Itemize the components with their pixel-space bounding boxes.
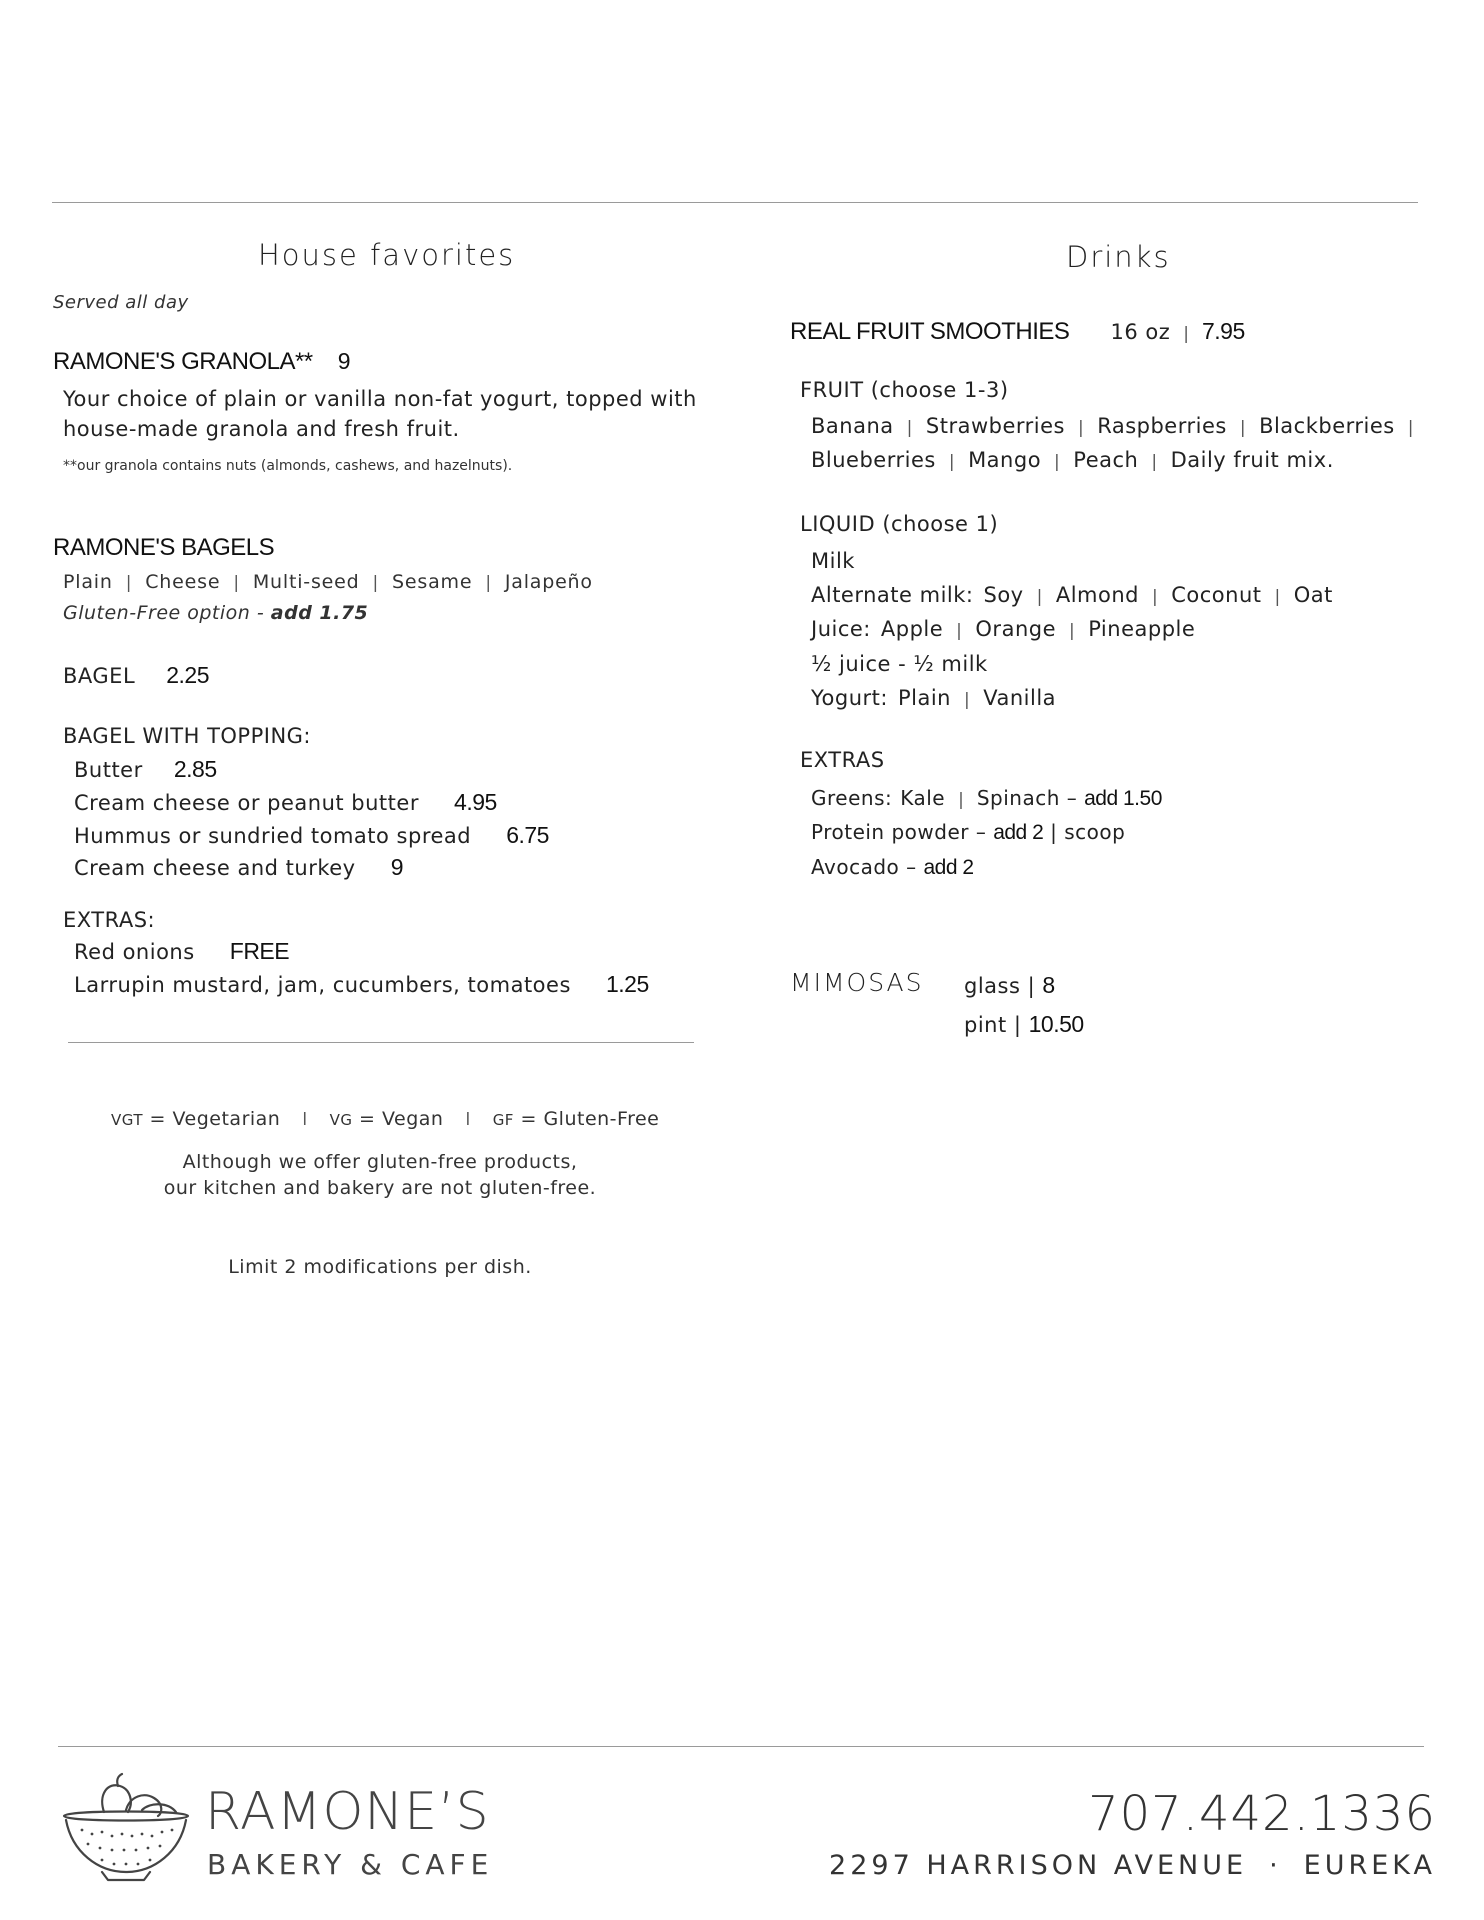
gluten-free-add: add 1.75: [270, 602, 369, 624]
protein-unit: | scoop: [1043, 820, 1126, 844]
legend-vgt-text: = Vegetarian: [143, 1108, 281, 1130]
mimosas-glass: [964, 972, 1055, 999]
bagel-extra-row: [74, 938, 289, 965]
juice-option: Orange: [975, 617, 1056, 641]
fruit-option: Strawberries: [925, 414, 1065, 438]
alt-milk-option: Soy: [983, 583, 1024, 607]
avocado-add-price: add 2: [923, 856, 974, 879]
left-section-divider: [68, 1042, 694, 1043]
bagel-label: BAGEL: [63, 664, 136, 688]
drink-extras-protein: [811, 820, 1125, 845]
smoothies-size: 16 oz: [1110, 320, 1171, 344]
mimosas-pint-label: pint |: [964, 1013, 1029, 1037]
fruit-option: Raspberries: [1097, 414, 1227, 438]
mimosas-glass-price: 8: [1042, 972, 1055, 998]
greens-kale: Kale: [900, 786, 946, 810]
topping-row: [74, 822, 549, 849]
juice-option: Apple: [880, 617, 944, 641]
mimosas-glass-label: glass |: [964, 974, 1043, 998]
topping-price: 9: [390, 854, 403, 880]
bagel-extra-name: Larrupin mustard, jam, cucumbers, tomatoes: [74, 973, 571, 997]
fruit-option: Daily fruit mix.: [1170, 448, 1334, 472]
address-line: [829, 1850, 1436, 1881]
bagel-type: Jalapeño: [504, 571, 593, 593]
gluten-free-label: Gluten-Free option -: [63, 602, 271, 624]
alt-milk-option: Oat: [1293, 583, 1333, 607]
topping-price: 2.85: [173, 756, 217, 782]
alt-milk-option: Coconut: [1171, 583, 1262, 607]
legend-vg-text: = Vegan: [352, 1108, 444, 1130]
liquid-header: LIQUID (choose 1): [800, 512, 999, 536]
topping-row: [74, 854, 403, 881]
bagel-types: Plain | Cheese | Multi-seed | Sesame | Jalapeño: [63, 571, 593, 593]
gluten-free-option: [63, 602, 368, 624]
greens-label: Greens:: [811, 786, 893, 810]
smoothies-name: REAL FRUIT SMOOTHIES: [790, 318, 1070, 345]
fruit-line-1: Banana | Strawberries | Raspberries | Blackberries |: [811, 414, 1414, 438]
liquid-yogurt: Yogurt: Plain | Vanilla: [811, 686, 1057, 710]
bagel-extras-header: EXTRAS:: [63, 908, 156, 932]
liquid-juice: Juice: Apple | Orange | Pineapple: [811, 617, 1196, 641]
legend-vgt-abbr: VGT: [111, 1111, 144, 1129]
yogurt-label: Yogurt:: [811, 686, 888, 710]
diet-legend: [111, 1108, 659, 1130]
drink-extras-greens: Greens: Kale | Spinach – add 1.50: [811, 786, 1162, 810]
granola-desc-2: house-made granola and fresh fruit.: [63, 417, 460, 441]
mimosas-pint-price: 10.50: [1028, 1011, 1084, 1037]
protein-add-price: add 2: [993, 821, 1044, 844]
smoothies-price: 7.95: [1201, 318, 1245, 344]
granola-name: RAMONE'S GRANOLA**: [53, 348, 313, 375]
legend-gf-text: = Gluten-Free: [513, 1108, 660, 1130]
bottom-divider: [58, 1746, 1424, 1747]
top-divider: [52, 202, 1418, 203]
topping-name: Cream cheese or peanut butter: [74, 791, 419, 815]
topping-header: BAGEL WITH TOPPING:: [63, 724, 312, 748]
bagel-type: Cheese: [145, 571, 221, 593]
gluten-free-note-1: Although we offer gluten-free products,: [182, 1151, 578, 1173]
legend-separator: l: [302, 1110, 308, 1130]
greens-spinach: Spinach –: [976, 786, 1085, 810]
granola-price: 9: [337, 348, 351, 374]
protein-label: Protein powder –: [811, 820, 994, 844]
bagel-extra-name: Red onions: [74, 940, 195, 964]
bowl-with-pears-logo-icon: [58, 1772, 194, 1884]
yogurt-option: Vanilla: [983, 686, 1057, 710]
bagel-type: Sesame: [392, 571, 473, 593]
fruit-option: Blueberries: [811, 448, 936, 472]
topping-price: 4.95: [454, 789, 497, 815]
fruit-option: Peach: [1073, 448, 1139, 472]
city: EUREKA: [1303, 1850, 1436, 1881]
brand-name: RAMONE’S: [205, 1782, 490, 1842]
alt-milk-option: Almond: [1055, 583, 1139, 607]
topping-price: 6.75: [506, 822, 549, 848]
mimosas-name: MIMOSAS: [790, 968, 924, 997]
drinks-title: Drinks: [1066, 240, 1171, 274]
liquid-alt-milk: Alternate milk: Soy | Almond | Coconut | Oat: [811, 583, 1333, 607]
brand-subtitle: BAKERY & CAFE: [207, 1848, 494, 1881]
granola-heading: [53, 348, 350, 376]
bagels-heading: RAMONE'S BAGELS: [53, 534, 275, 561]
fruit-line-2: Blueberries | Mango | Peach | Daily fruit mix.: [811, 448, 1334, 472]
bagel-extra-row: [74, 971, 649, 998]
greens-add-price: add 1.50: [1084, 787, 1162, 810]
legend-vg-abbr: VG: [329, 1111, 353, 1129]
limit-modifications-note: Limit 2 modifications per dish.: [228, 1256, 532, 1278]
mimosas-pint: [964, 1011, 1084, 1038]
drink-extras-header: EXTRAS: [800, 748, 885, 772]
bagel-line: [63, 662, 209, 689]
bagel-extra-price: FREE: [229, 938, 290, 964]
topping-row: [74, 789, 497, 816]
juice-label: Juice:: [811, 617, 871, 641]
street-address: 2297 HARRISON AVENUE: [829, 1850, 1248, 1881]
bagel-price: 2.25: [166, 662, 210, 688]
yogurt-option: Plain: [897, 686, 951, 710]
served-all-day: Served all day: [53, 292, 189, 313]
granola-desc-1: Your choice of plain or vanilla non-fat yogurt, topped with: [63, 387, 697, 411]
house-favorites-title: House favorites: [258, 238, 516, 272]
topping-name: Hummus or sundried tomato spread: [74, 824, 472, 848]
bagel-type: Multi-seed: [252, 571, 360, 593]
juice-option: Pineapple: [1088, 617, 1196, 641]
drink-extras-avocado: [811, 855, 974, 880]
avocado-label: Avocado –: [811, 855, 924, 879]
gluten-free-note-2: our kitchen and bakery are not gluten-free.: [163, 1177, 597, 1199]
topping-row: [74, 756, 217, 783]
liquid-milk: Milk: [811, 549, 855, 573]
phone-number: 707.442.1336: [1088, 1786, 1436, 1842]
topping-name: Butter: [74, 758, 143, 782]
fruit-option: Blackberries: [1259, 414, 1395, 438]
address-dot: ·: [1269, 1850, 1282, 1881]
liquid-half-half: ½ juice - ½ milk: [811, 652, 988, 676]
granola-nut-note: **our granola contains nuts (almonds, cashews, and hazelnuts).: [63, 458, 513, 474]
topping-name: Cream cheese and turkey: [74, 856, 356, 880]
fruit-option: Banana: [811, 414, 894, 438]
fruit-header: FRUIT (choose 1-3): [800, 378, 1009, 402]
bagel-extra-price: 1.25: [605, 971, 649, 997]
bagel-type: Plain: [63, 571, 113, 593]
alt-milk-label: Alternate milk:: [811, 583, 974, 607]
legend-gf-abbr: GF: [492, 1111, 514, 1129]
legend-separator: l: [465, 1110, 471, 1130]
smoothies-heading: REAL FRUIT SMOOTHIES 16 oz | 7.95: [790, 318, 1245, 345]
fruit-option: Mango: [968, 448, 1042, 472]
